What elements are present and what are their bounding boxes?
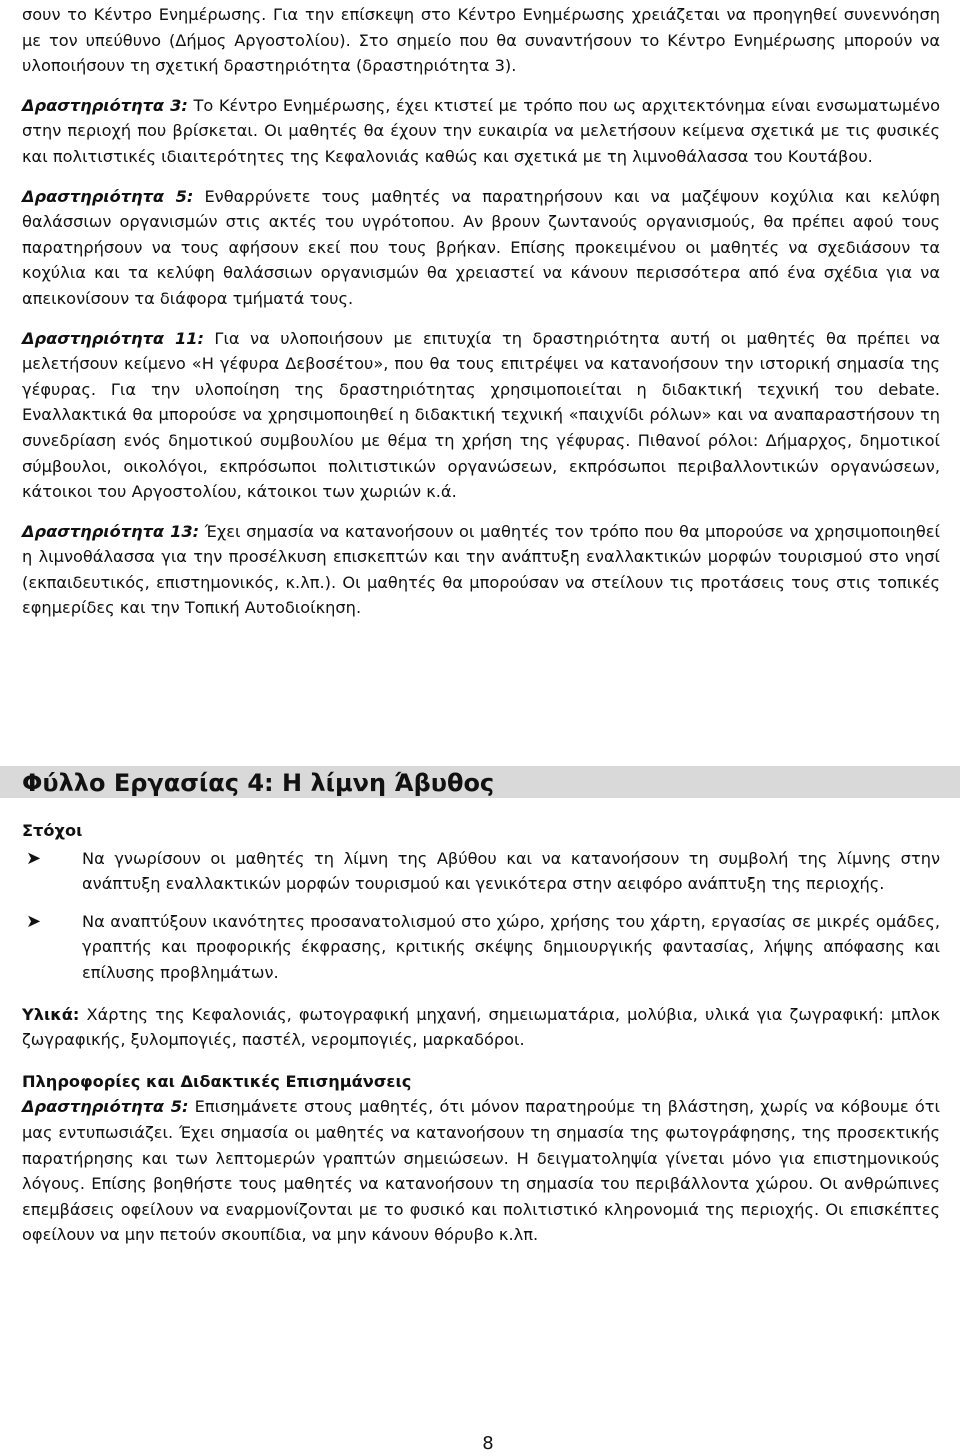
materials-label: Υλικά:	[22, 1004, 80, 1024]
goal-text: Να γνωρίσουν οι μαθητές τη λίμνη της Αβύθου και να κατανοήσουν τη συμβολή της λίμνης στην ανάπτυξη εναλλακτικών μορφών τουρισμού και γενικότερα στην αειφόρο ανάπτυξη της περιοχής.	[82, 848, 940, 894]
activity-label: Δραστηριότητα 13:	[22, 521, 200, 541]
activity-text: Το Κέντρο Ενημέρωσης, έχει κτιστεί με τρόπο που ως αρχιτεκτόνημα είναι ενσωματωμένο στην περιοχή που βρίσκεται. Οι μαθητές θα έχουν την ευκαιρία να μελετήσουν κείμενα σχετικά με τις φυσικές και πολιτιστικές ιδιαιτερότητες της Κεφαλονιάς καθώς και σχετικά με τη λιμνοθάλασσα του Κουτάβου.	[22, 95, 940, 166]
activity-paragraph	[22, 184, 940, 312]
page-number: 8	[482, 1433, 494, 1454]
activity-label: Δραστηριότητα 3:	[22, 95, 188, 115]
materials-text: Χάρτης της Κεφαλονιάς, φωτογραφική μηχανή, σημειωματάρια, μολύβια, υλικά για ζωγραφική: μπλοκ ζωγραφικής, ξυλομπογιές, παστέλ, νερομπογιές, μαρκαδόροι.	[22, 1004, 940, 1050]
activity-label: Δραστηριότητα 5:	[22, 186, 194, 206]
goal-text: Να αναπτύξουν ικανότητες προσανατολισμού στο χώρο, χρήσης του χάρτη, εργασίας σε μικρές ομάδες, γραπτής και προφορικής έκφρασης, κριτικής σκέψης δημιουργικής φαντασίας, λήψης απόφασης και επίλυσης προβλημάτων.	[82, 911, 940, 982]
activity-paragraph	[22, 326, 940, 505]
goals-heading: Στόχοι	[22, 821, 83, 840]
activity-text: Έχει σημασία να κατανοήσουν οι μαθητές τον τρόπο που θα μπορούσε να χρησιμοποιηθεί η λιμνοθάλασσα για την προσέλκυση επισκεπτών και την ανάπτυξη εναλλακτικών μορφών τουρισμού στο νησί (εκπαιδευτικός, επιστημονικός, κ.λπ.). Οι μαθητές θα μπορούσαν να στείλουν τις προτάσεις τους στις τοπικές εφημερίδες και την Τοπική Αυτοδιοίκηση.	[22, 521, 941, 618]
document-page	[22, 0, 940, 621]
activity-text: Για να υλοποιήσουν με επιτυχία τη δραστηριότητα αυτή οι μαθητές θα πρέπει να μελετήσουν κείμενο «Η γέφυρα Δεβοσέτου», που θα τους επιτρέψει να κατανοήσουν την ιστορική σημασία της γέφυρας. Για την υλοποίηση της δραστηριότητας χρησιμοποιείται η διδακτική τεχνική του debate. Εναλλακτικά θα μπορούσε να χρησιμοποιηθεί η διδακτική τεχνική «παιχνίδι ρόλων» και να αναπαραστήσουν τη συνεδρίαση ενός δημοτικού συμβουλίου με θέμα τη χρήση της γέφυρας. Πιθανοί ρόλοι: Δήμαρχος, δημοτικοί σύμβουλοι, οικολόγοι, εκπρόσωποι πολιτιστικών οργανώσεων, εκπρόσωποι περιβαλλοντικών οργανώσεων, κάτοικοι του Αργοστολίου, κάτοικοι των χωριών κ.ά.	[22, 328, 940, 502]
materials-paragraph	[22, 1002, 940, 1053]
intro-paragraph: σουν το Κέντρο Ενημέρωσης. Για την επίσκεψη στο Κέντρο Ενημέρωσης χρειάζεται να προηγηθεί συνεννόηση με τον υπεύθυνο (Δήμος Αργοστολίου). Στο σημείο που θα συναντήσουν το Κέντρο Ενημέρωσης μπορούν να υλοποιήσουν τη σχετική δραστηριότητα (δραστηριότητα 3).	[22, 5, 940, 76]
info-paragraph	[22, 1094, 940, 1248]
activity-text: Ενθαρρύνετε τους μαθητές να παρατηρήσουν και να μαζέψουν κοχύλια και κελύφη θαλάσσιων οργανισμών στις ακτές του υγρότοπου. Αν βρουν ζωντανούς οργανισμούς, θα πρέπει αφού τους παρατηρήσουν να τους αφήσουν εκεί που τους βρήκαν. Επίσης προκειμένου οι μαθητές να σχεδιάσουν τα κοχύλια και τα κελύφη θαλάσσιων οργανισμών θα χρειαστεί να κάνουν περισσότερα από ένα σχέδια για να απεικονίσουν τα διάφορα τμήματά τους.	[22, 186, 940, 308]
activity-paragraph	[22, 519, 940, 621]
worksheet-title: Φύλλο Εργασίας 4: Η λίμνη Άβυθος	[22, 769, 495, 797]
goal-item	[22, 846, 940, 897]
activity-label: Δραστηριότητα 5:	[22, 1097, 189, 1117]
arrowhead-bullet-icon: ➤	[26, 847, 42, 869]
activity-label: Δραστηριότητα 11:	[22, 328, 204, 348]
activity-text: Επισημάνετε στους μαθητές, ότι μόνον παρατηρούμε τη βλάστηση, χωρίς να κόβουμε ότι μας εντυπωσιάζει. Έχει σημασία οι μαθητές να κατανοήσουν τη σημασία της φωτογράφησης, της προσεκτικής παρατήρησης και των λεπτομερών γραπτών σημειώσεων. Η δειγματοληψία γίνεται μόνο για επιστημονικούς λόγους. Επίσης βοηθήστε τους μαθητές να κατανοήσουν τη σημασία του περιβάλλοντα χώρου. Οι ανθρώπινες επεμβάσεις οφείλουν να εναρμονίζονται με το φυσικό και πολιτιστικό κληρονομιά της περιοχής. Οι επισκέπτες οφείλουν να μην πετούν σκουπίδια, να μην κάνουν θόρυβο κ.λπ.	[22, 1097, 940, 1245]
info-heading: Πληροφορίες και Διδακτικές Επισημάνσεις	[22, 1071, 412, 1091]
activity-paragraph	[22, 93, 940, 170]
worksheet-body	[22, 818, 940, 1248]
goal-item	[22, 909, 940, 986]
arrowhead-bullet-icon: ➤	[26, 910, 42, 932]
